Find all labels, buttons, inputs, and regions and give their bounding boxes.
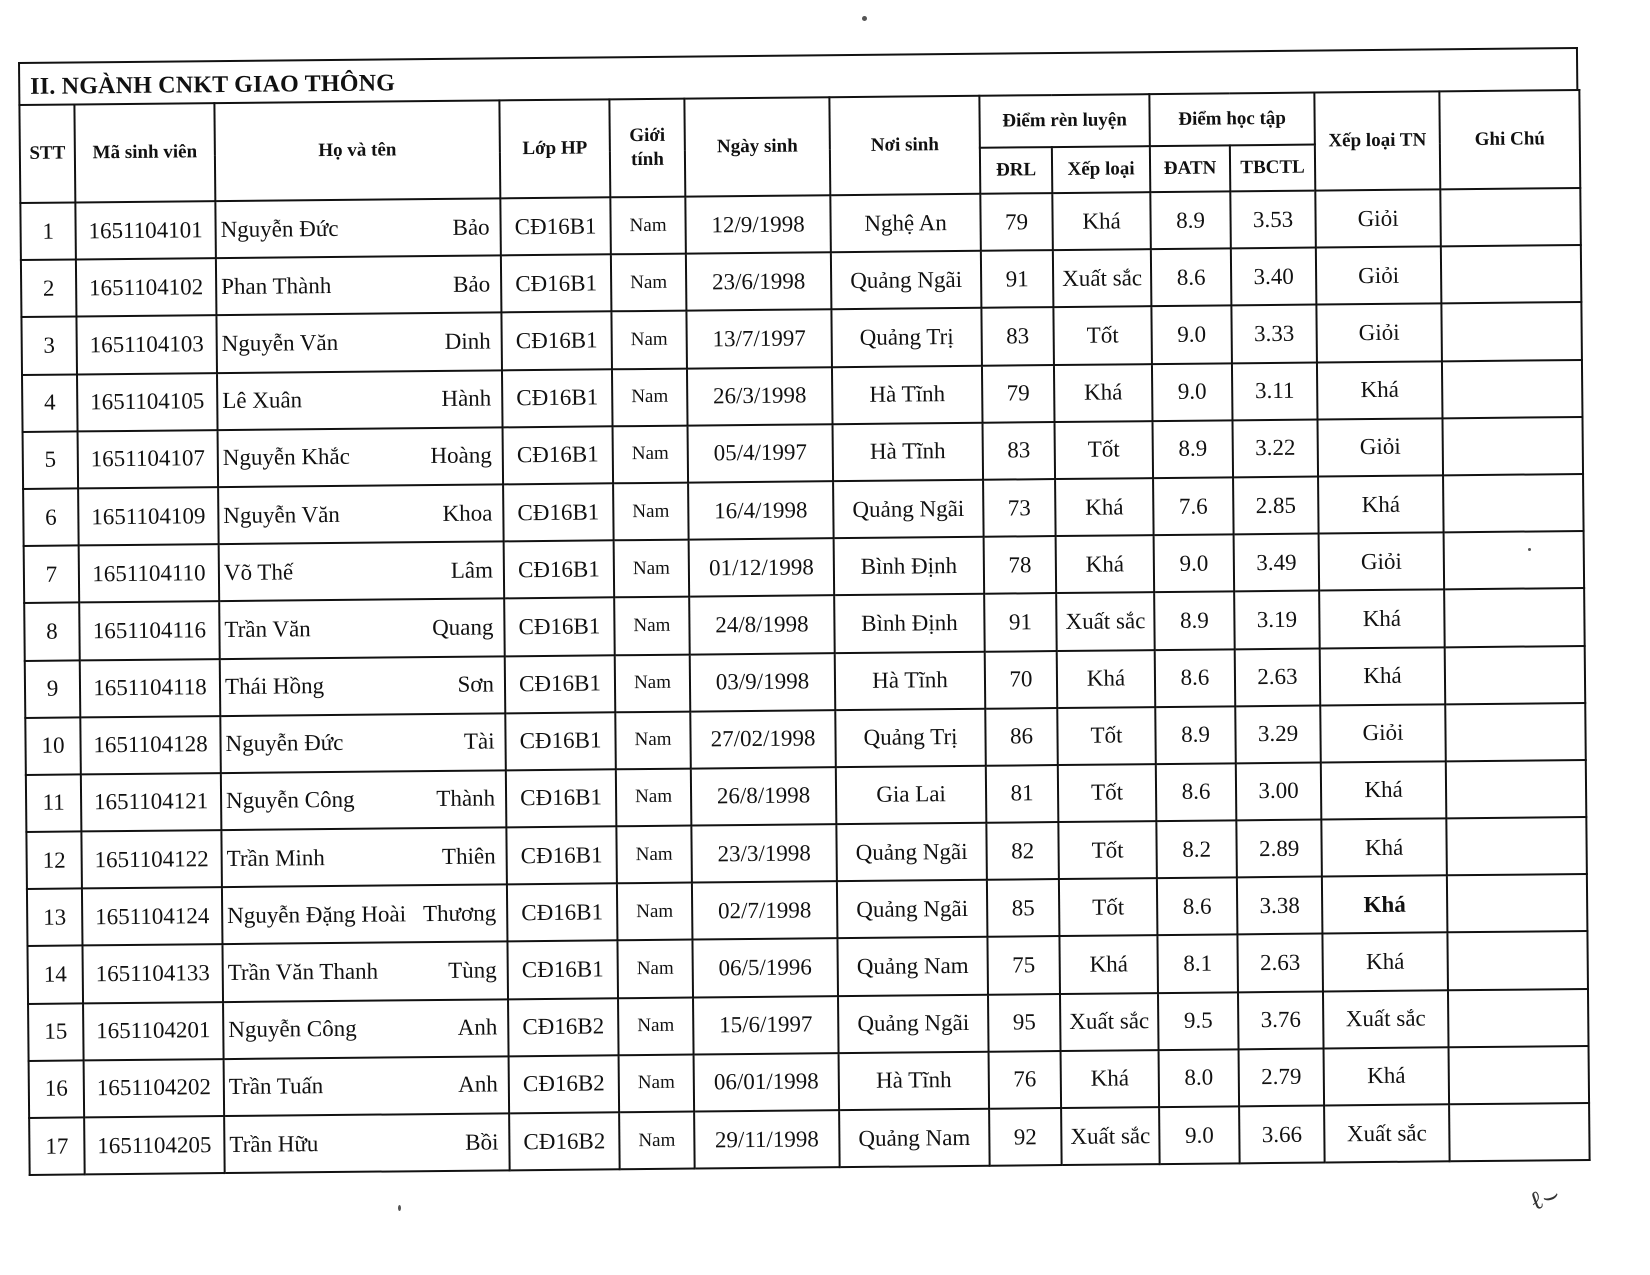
cell-class: CĐ16B1 — [500, 197, 611, 255]
cell-note — [1446, 817, 1587, 876]
header-academic-group: Điểm học tập — [1149, 93, 1314, 147]
family-middle-name: Thái Hồng — [224, 673, 325, 700]
header-full-name: Họ và tên — [214, 100, 500, 201]
cell-grad-rank: Giỏi — [1316, 247, 1442, 305]
cell-conduct-rank: Khá — [1057, 650, 1156, 708]
given-name: Thương — [422, 900, 497, 926]
header-conduct-group: Điểm rèn luyện — [979, 94, 1150, 148]
scan-speck — [398, 1205, 401, 1211]
cell-class: CĐ16B1 — [506, 769, 617, 827]
cell-tbctl: 2.85 — [1233, 476, 1319, 534]
cell-stt: 15 — [28, 1003, 84, 1061]
cell-datn: 8.2 — [1156, 820, 1237, 878]
cell-class: CĐ16B1 — [505, 655, 616, 713]
cell-conduct-rank: Khá — [1061, 1050, 1160, 1108]
cell-birthplace: Quảng Ngãi — [831, 251, 982, 310]
family-middle-name: Lê Xuân — [222, 387, 303, 414]
cell-student-id: 1651104107 — [78, 430, 219, 489]
cell-student-id: 1651104105 — [77, 373, 218, 432]
cell-birthplace: Quảng Trị — [831, 308, 982, 367]
cell-drl: 78 — [984, 536, 1057, 594]
cell-birthplace: Bình Định — [834, 537, 985, 596]
cell-gender: Nam — [614, 597, 690, 655]
cell-full-name — [218, 427, 504, 487]
cell-class: CĐ16B2 — [508, 998, 619, 1056]
cell-student-id: 1651104101 — [75, 201, 216, 260]
cell-student-id: 1651104205 — [84, 1116, 225, 1175]
cell-student-id: 1651104118 — [80, 659, 221, 718]
header-drl: ĐRL — [980, 147, 1052, 194]
student-table — [18, 89, 1590, 1176]
handwritten-page-mark: ℓ⌣ — [1525, 1178, 1564, 1218]
cell-drl: 83 — [981, 307, 1054, 365]
cell-drl: 95 — [988, 994, 1061, 1052]
cell-stt: 3 — [21, 317, 77, 375]
cell-tbctl: 3.53 — [1230, 191, 1316, 249]
cell-drl: 70 — [985, 651, 1058, 709]
cell-grad-rank: Khá — [1321, 761, 1447, 819]
given-name: Hành — [441, 385, 492, 412]
cell-conduct-rank: Khá — [1052, 192, 1151, 250]
cell-datn: 8.6 — [1156, 763, 1237, 821]
cell-full-name — [219, 599, 505, 659]
cell-tbctl: 3.11 — [1232, 362, 1318, 420]
cell-note — [1449, 1046, 1590, 1105]
cell-full-name — [222, 885, 508, 945]
cell-drl: 83 — [983, 422, 1056, 480]
cell-class: CĐ16B2 — [509, 1055, 620, 1113]
cell-gender: Nam — [617, 940, 693, 998]
cell-dob: 29/11/1998 — [694, 1110, 840, 1169]
cell-student-id: 1651104122 — [81, 830, 222, 889]
given-name: Quang — [431, 614, 494, 640]
cell-grad-rank: Giỏi — [1318, 418, 1444, 476]
cell-conduct-rank: Tốt — [1057, 707, 1156, 765]
cell-note — [1441, 245, 1582, 304]
cell-dob: 23/6/1998 — [686, 252, 832, 311]
cell-full-name — [221, 770, 507, 830]
cell-dob: 06/01/1998 — [694, 1053, 840, 1112]
cell-drl: 79 — [982, 365, 1055, 423]
given-name: Bồi — [465, 1129, 499, 1155]
cell-stt: 10 — [25, 717, 81, 775]
cell-datn: 9.0 — [1151, 306, 1232, 364]
cell-note — [1448, 989, 1589, 1048]
cell-drl: 81 — [986, 765, 1059, 823]
cell-datn: 9.0 — [1159, 1106, 1240, 1164]
cell-tbctl: 2.89 — [1236, 820, 1322, 878]
cell-grad-rank: Khá — [1321, 818, 1447, 876]
family-middle-name: Trần Văn — [224, 616, 311, 642]
cell-gender: Nam — [616, 768, 692, 826]
cell-birthplace: Quảng Ngãi — [837, 880, 988, 939]
cell-stt: 13 — [27, 889, 83, 947]
cell-full-name — [216, 256, 502, 316]
cell-gender: Nam — [619, 1054, 695, 1112]
cell-drl: 76 — [989, 1051, 1062, 1109]
family-middle-name: Nguyễn Đức — [220, 215, 339, 242]
family-middle-name: Phan Thành — [221, 272, 332, 299]
header-note: Ghi Chú — [1439, 90, 1580, 189]
cell-datn: 8.6 — [1151, 249, 1232, 307]
cell-tbctl: 2.63 — [1237, 934, 1323, 992]
cell-birthplace: Quảng Trị — [835, 708, 986, 767]
family-middle-name: Nguyễn Văn — [223, 501, 340, 528]
family-middle-name: Trần Tuấn — [228, 1073, 324, 1100]
cell-dob: 27/02/1998 — [690, 710, 836, 769]
cell-tbctl: 3.66 — [1239, 1106, 1325, 1164]
table-body — [20, 188, 1589, 1175]
cell-tbctl: 3.29 — [1235, 705, 1321, 763]
header-datn: ĐATN — [1150, 145, 1230, 192]
cell-birthplace: Hà Tĩnh — [835, 651, 986, 710]
cell-drl: 91 — [984, 593, 1057, 651]
cell-drl: 91 — [981, 250, 1054, 308]
cell-datn: 7.6 — [1153, 477, 1234, 535]
cell-tbctl: 3.38 — [1237, 877, 1323, 935]
cell-grad-rank: Khá — [1324, 1047, 1450, 1105]
cell-birthplace: Hà Tĩnh — [839, 1052, 990, 1111]
cell-drl: 82 — [986, 822, 1059, 880]
cell-dob: 01/12/1998 — [689, 538, 835, 597]
cell-full-name — [224, 1056, 510, 1116]
cell-gender: Nam — [612, 368, 688, 426]
header-class: Lớp HP — [499, 99, 610, 198]
cell-student-id: 1651104201 — [83, 1002, 224, 1061]
cell-datn: 9.0 — [1152, 363, 1233, 421]
cell-student-id: 1651104124 — [82, 887, 223, 946]
given-name: Dinh — [444, 328, 491, 354]
cell-stt: 16 — [29, 1060, 85, 1118]
cell-dob: 16/4/1998 — [688, 481, 834, 540]
cell-gender: Nam — [610, 197, 686, 255]
cell-conduct-rank: Xuất sắc — [1060, 993, 1159, 1051]
cell-tbctl: 3.22 — [1233, 419, 1319, 477]
given-name: Bảo — [452, 214, 490, 240]
cell-tbctl: 2.63 — [1235, 648, 1321, 706]
header-tbctl: TBCTL — [1230, 145, 1315, 192]
cell-stt: 11 — [26, 774, 82, 832]
cell-note — [1443, 474, 1584, 533]
cell-dob: 15/6/1997 — [693, 996, 839, 1055]
cell-gender: Nam — [615, 711, 691, 769]
family-middle-name: Võ Thế — [223, 559, 294, 585]
cell-dob: 06/5/1996 — [692, 939, 838, 998]
cell-datn: 8.1 — [1157, 935, 1238, 993]
cell-full-name — [221, 827, 507, 887]
cell-datn: 8.6 — [1155, 649, 1236, 707]
cell-note — [1442, 360, 1583, 419]
document-sheet — [18, 47, 1599, 1176]
cell-class: CĐ16B1 — [507, 884, 618, 942]
cell-dob: 26/8/1998 — [691, 767, 837, 826]
cell-student-id: 1651104103 — [76, 315, 217, 374]
cell-birthplace: Bình Định — [834, 594, 985, 653]
cell-note — [1449, 1103, 1590, 1162]
cell-grad-rank: Giỏi — [1315, 189, 1441, 247]
cell-drl: 85 — [987, 879, 1060, 937]
family-middle-name: Nguyễn Công — [225, 787, 355, 814]
cell-class: CĐ16B1 — [501, 255, 612, 313]
cell-conduct-rank: Tốt — [1058, 764, 1157, 822]
cell-conduct-rank: Khá — [1056, 535, 1155, 593]
scan-speck — [862, 16, 867, 21]
cell-gender: Nam — [611, 311, 687, 369]
cell-drl: 79 — [980, 193, 1053, 251]
cell-note — [1447, 931, 1588, 990]
given-name: Anh — [458, 1071, 498, 1098]
cell-note — [1442, 417, 1583, 476]
cell-dob: 03/9/1998 — [690, 653, 836, 712]
cell-grad-rank: Giỏi — [1319, 532, 1445, 590]
cell-dob: 05/4/1997 — [688, 424, 834, 483]
given-name: Bảo — [452, 271, 491, 297]
cell-student-id: 1651104202 — [84, 1059, 225, 1118]
header-grad-rank: Xếp loại TN — [1314, 91, 1440, 190]
cell-student-id: 1651104102 — [76, 258, 217, 317]
cell-gender: Nam — [617, 883, 693, 941]
cell-full-name — [224, 1113, 510, 1173]
given-name: Tùng — [448, 957, 497, 983]
cell-gender: Nam — [619, 1112, 695, 1170]
given-name: Sơn — [457, 671, 495, 697]
cell-student-id: 1651104110 — [79, 544, 220, 603]
family-middle-name: Trần Hữu — [229, 1130, 319, 1157]
cell-full-name — [222, 942, 508, 1002]
cell-full-name — [223, 999, 509, 1059]
cell-conduct-rank: Xuất sắc — [1061, 1107, 1160, 1165]
cell-conduct-rank: Khá — [1059, 936, 1158, 994]
cell-class: CĐ16B1 — [506, 826, 617, 884]
given-name: Hoàng — [430, 442, 492, 469]
cell-class: CĐ16B1 — [507, 941, 618, 999]
cell-gender: Nam — [613, 483, 689, 541]
cell-dob: 26/3/1998 — [687, 367, 833, 426]
family-middle-name: Trần Minh — [226, 844, 325, 871]
cell-conduct-rank: Tốt — [1059, 878, 1158, 936]
cell-class: CĐ16B1 — [501, 312, 612, 370]
cell-gender: Nam — [618, 997, 694, 1055]
cell-class: CĐ16B1 — [503, 426, 614, 484]
cell-class: CĐ16B1 — [504, 598, 615, 656]
cell-grad-rank: Khá — [1317, 361, 1443, 419]
cell-full-name — [218, 484, 504, 544]
cell-drl: 92 — [989, 1108, 1062, 1166]
header-gender: Giới tính — [609, 99, 685, 198]
cell-datn: 8.9 — [1153, 420, 1234, 478]
header-birthplace: Nơi sinh — [829, 96, 980, 195]
cell-drl: 73 — [983, 479, 1056, 537]
cell-conduct-rank: Tốt — [1058, 821, 1157, 879]
cell-gender: Nam — [615, 654, 691, 712]
cell-grad-rank: Xuất sắc — [1324, 1104, 1450, 1162]
cell-class: CĐ16B1 — [503, 483, 614, 541]
cell-birthplace: Quảng Nam — [837, 937, 988, 996]
given-name: Tài — [463, 728, 495, 755]
cell-stt: 6 — [23, 488, 79, 546]
cell-tbctl: 3.00 — [1236, 762, 1322, 820]
cell-note — [1447, 874, 1588, 933]
cell-birthplace: Nghệ An — [830, 194, 981, 253]
cell-note — [1446, 760, 1587, 819]
given-name: Thành — [436, 785, 496, 812]
cell-birthplace: Hà Tĩnh — [833, 423, 984, 482]
cell-note — [1445, 703, 1586, 762]
cell-gender: Nam — [616, 826, 692, 884]
cell-note — [1444, 588, 1585, 647]
cell-stt: 1 — [20, 202, 76, 260]
cell-tbctl: 3.40 — [1231, 248, 1317, 306]
cell-dob: 24/8/1998 — [689, 596, 835, 655]
cell-full-name — [217, 370, 503, 430]
cell-full-name — [215, 198, 501, 258]
cell-conduct-rank: Xuất sắc — [1056, 592, 1155, 650]
cell-drl: 86 — [985, 708, 1058, 766]
cell-birthplace: Quảng Ngãi — [836, 823, 987, 882]
cell-class: CĐ16B1 — [504, 540, 615, 598]
cell-tbctl: 2.79 — [1239, 1048, 1325, 1106]
cell-student-id: 1651104109 — [78, 487, 219, 546]
cell-gender: Nam — [614, 540, 690, 598]
cell-datn: 8.9 — [1155, 706, 1236, 764]
cell-gender: Nam — [613, 425, 689, 483]
family-middle-name: Nguyễn Công — [228, 1016, 357, 1043]
header-conduct-rank: Xếp loại — [1052, 146, 1150, 193]
family-middle-name: Nguyễn Văn — [221, 329, 339, 357]
family-middle-name: Nguyễn Đặng Hoài — [227, 901, 407, 928]
cell-full-name — [219, 541, 505, 601]
cell-conduct-rank: Xuất sắc — [1053, 249, 1152, 307]
cell-stt: 17 — [29, 1117, 85, 1175]
scan-speck — [1528, 548, 1531, 551]
cell-student-id: 1651104128 — [80, 716, 221, 775]
cell-conduct-rank: Tốt — [1055, 421, 1154, 479]
cell-conduct-rank: Tốt — [1053, 307, 1152, 365]
cell-note — [1441, 302, 1582, 361]
given-name: Khoa — [442, 499, 493, 526]
cell-stt: 9 — [25, 660, 81, 718]
cell-student-id: 1651104133 — [82, 945, 223, 1004]
header-dob: Ngày sinh — [684, 97, 830, 196]
cell-drl: 75 — [987, 936, 1060, 994]
cell-grad-rank: Giỏi — [1316, 304, 1442, 362]
cell-datn: 8.0 — [1159, 1049, 1240, 1107]
cell-tbctl: 3.49 — [1234, 534, 1320, 592]
cell-grad-rank: Xuất sắc — [1323, 990, 1449, 1048]
cell-student-id: 1651104121 — [81, 773, 222, 832]
header-student-id: Mã sinh viên — [74, 103, 215, 202]
family-middle-name: Nguyễn Khắc — [222, 444, 351, 471]
cell-full-name — [220, 656, 506, 716]
cell-grad-rank: Khá — [1320, 647, 1446, 705]
cell-stt: 7 — [24, 546, 80, 604]
cell-tbctl: 3.33 — [1231, 305, 1317, 363]
cell-stt: 4 — [22, 374, 78, 432]
cell-grad-rank: Khá — [1319, 590, 1445, 648]
family-middle-name: Nguyễn Đức — [225, 730, 344, 757]
cell-class: CĐ16B1 — [505, 712, 616, 770]
cell-grad-rank: Khá — [1318, 475, 1444, 533]
cell-birthplace: Quảng Nam — [839, 1109, 990, 1168]
cell-birthplace: Hà Tĩnh — [832, 365, 983, 424]
cell-class: CĐ16B2 — [509, 1112, 620, 1170]
cell-note — [1444, 531, 1585, 590]
cell-full-name — [216, 313, 502, 373]
cell-grad-rank: Giỏi — [1320, 704, 1446, 762]
cell-class: CĐ16B1 — [502, 369, 613, 427]
given-name: Anh — [457, 1014, 498, 1041]
given-name: Lâm — [450, 557, 494, 583]
cell-birthplace: Quảng Ngãi — [833, 480, 984, 539]
cell-dob: 12/9/1998 — [685, 195, 831, 254]
section-title: II. NGÀNH CNKT GIAO THÔNG — [18, 47, 1578, 104]
cell-dob: 02/7/1998 — [692, 881, 838, 940]
cell-datn: 8.6 — [1157, 878, 1238, 936]
cell-tbctl: 3.19 — [1234, 591, 1320, 649]
cell-stt: 12 — [26, 831, 82, 889]
header-stt: STT — [19, 104, 75, 203]
cell-datn: 9.0 — [1154, 534, 1235, 592]
cell-note — [1440, 188, 1581, 247]
cell-birthplace: Quảng Ngãi — [838, 994, 989, 1053]
cell-stt: 2 — [21, 260, 77, 318]
cell-stt: 5 — [23, 431, 79, 489]
cell-grad-rank: Khá — [1322, 876, 1448, 934]
cell-conduct-rank: Khá — [1054, 364, 1153, 422]
cell-grad-rank: Khá — [1322, 933, 1448, 991]
cell-student-id: 1651104116 — [79, 601, 220, 660]
cell-datn: 9.5 — [1158, 992, 1239, 1050]
cell-note — [1445, 645, 1586, 704]
cell-datn: 8.9 — [1150, 191, 1231, 249]
cell-tbctl: 3.76 — [1238, 991, 1324, 1049]
cell-conduct-rank: Khá — [1055, 478, 1154, 536]
cell-dob: 13/7/1997 — [686, 310, 832, 369]
cell-dob: 23/3/1998 — [691, 824, 837, 883]
cell-birthplace: Gia Lai — [836, 766, 987, 825]
cell-gender: Nam — [611, 254, 687, 312]
given-name: Thiên — [441, 843, 496, 869]
cell-stt: 8 — [24, 603, 80, 661]
cell-stt: 14 — [27, 946, 83, 1004]
family-middle-name: Trần Văn Thanh — [227, 958, 379, 986]
cell-full-name — [220, 713, 506, 773]
cell-datn: 8.9 — [1154, 592, 1235, 650]
